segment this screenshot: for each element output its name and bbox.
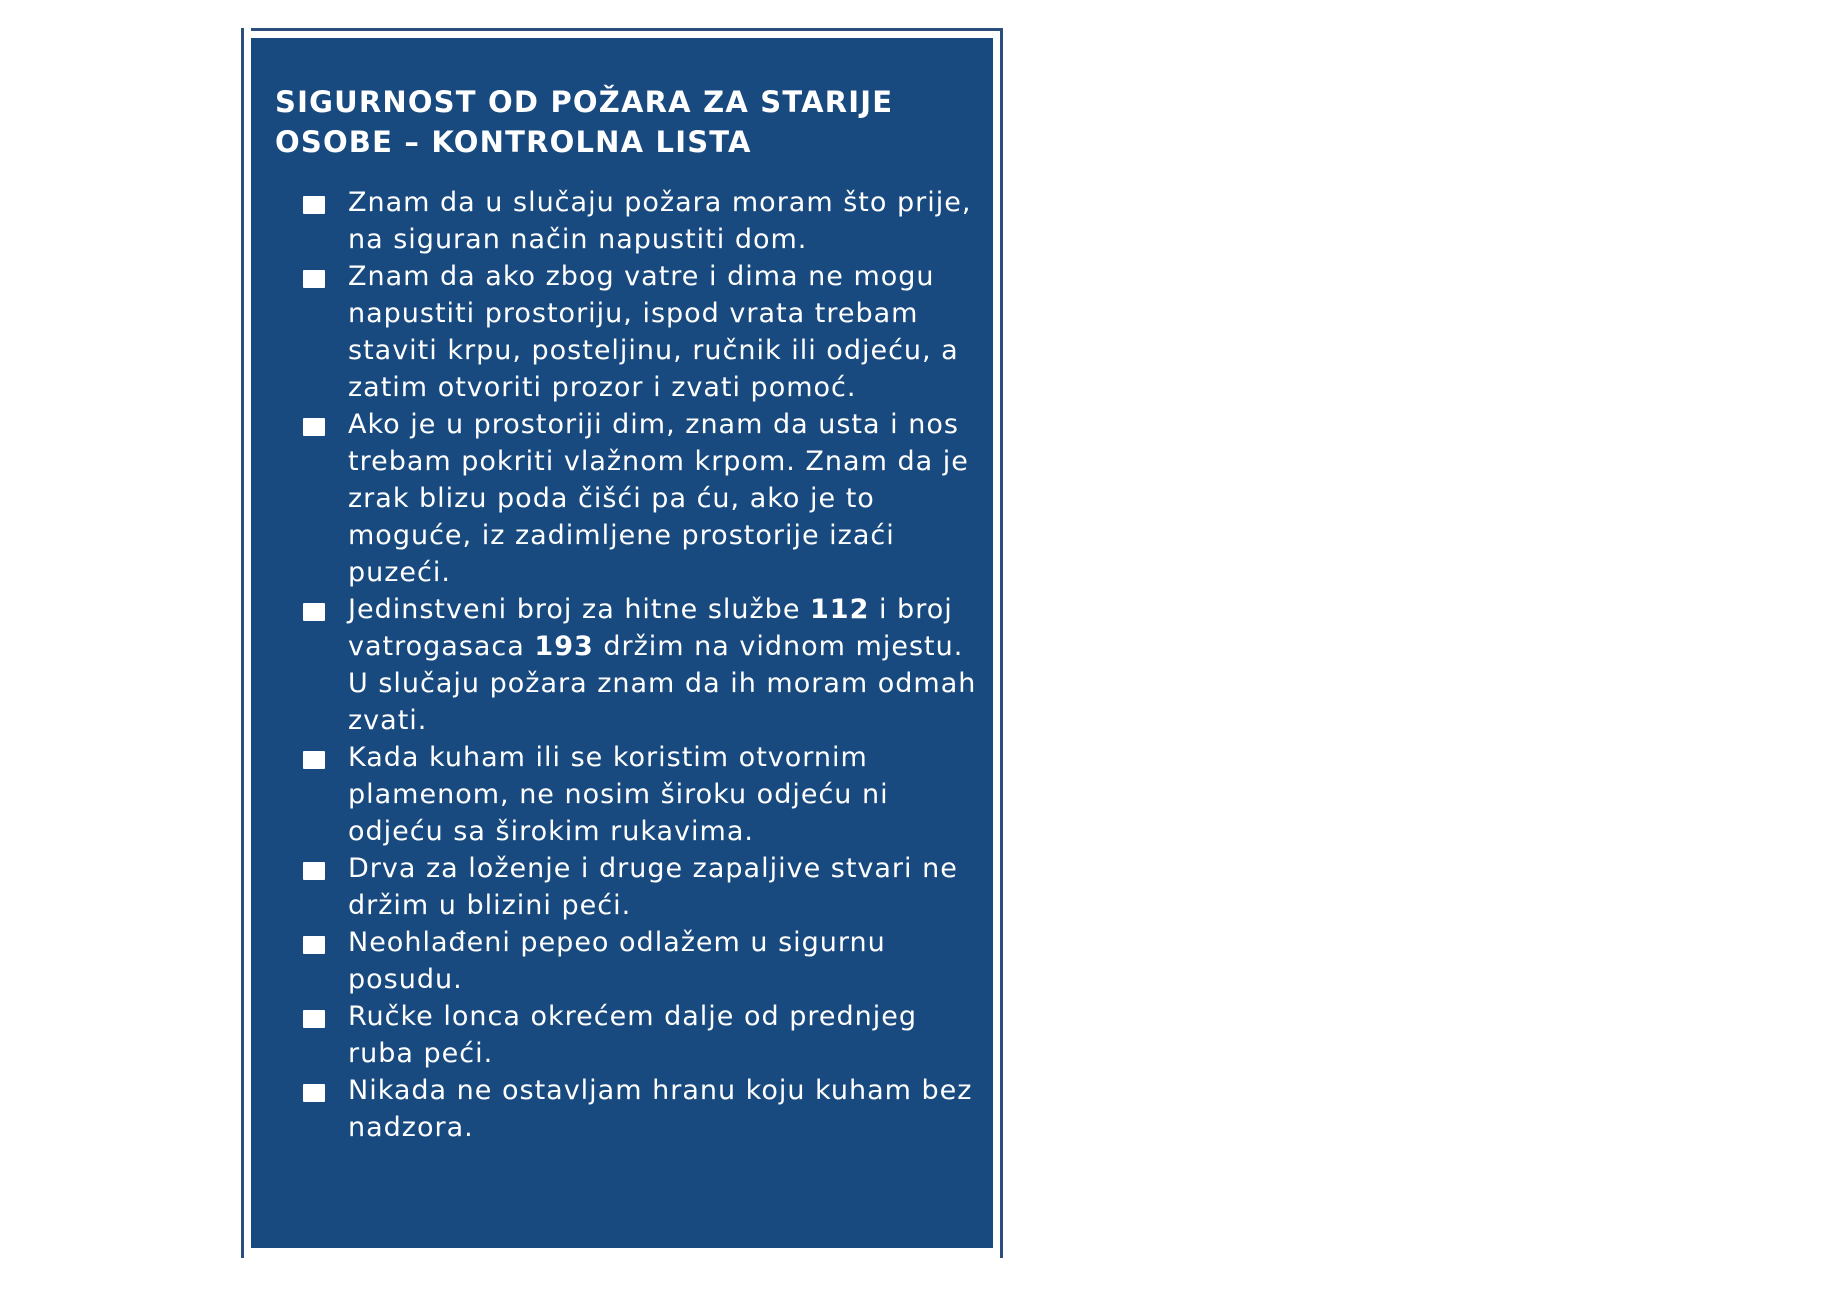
checklist-item-text: Znam da ako zbog vatre i dima ne mogu napustiti prostoriju, ispod vrata trebam staviti krpu, posteljinu, ručnik ili odjeću, a zatim otvoriti prozor i zvati pomoć.	[348, 261, 959, 403]
checkbox-icon[interactable]	[303, 751, 325, 769]
checklist-item-text: Neohlađeni pepeo odlažem u sigurnu posudu.	[348, 927, 886, 995]
checkbox-icon[interactable]	[303, 936, 325, 954]
firefighters-number: 193	[534, 631, 594, 662]
frame-border-right	[1000, 28, 1003, 1258]
checkbox-icon[interactable]	[303, 418, 325, 436]
checklist-item-text-part: Jedinstveni broj za hitne službe	[348, 594, 811, 625]
checklist-item	[275, 924, 981, 998]
checkbox-icon[interactable]	[303, 1010, 325, 1028]
checklist-item	[275, 591, 981, 739]
checklist-item	[275, 1072, 981, 1146]
checkbox-icon[interactable]	[303, 603, 325, 621]
checklist-item-text-part: držim na vidnom mjestu. U slučaju požara znam da ih moram odmah zvati.	[348, 631, 977, 736]
checklist-item	[275, 406, 981, 591]
checklist-item-text-part: i broj vatrogasaca	[348, 594, 953, 662]
checklist-title: SIGURNOST OD POŽARA ZA STARIJE OSOBE – KONTROLNA LISTA	[275, 85, 894, 159]
checklist-item-text: Kada kuham ili se koristim otvornim plamenom, ne nosim široku odjeću ni odjeću sa širokim rukavima.	[348, 742, 889, 847]
checklist-item-text: Znam da u slučaju požara moram što prije, na siguran način napustiti dom.	[348, 187, 972, 255]
frame-border-left	[241, 28, 244, 1258]
checkbox-icon[interactable]	[303, 270, 325, 288]
checklist-item	[275, 739, 981, 850]
checklist-item	[275, 998, 981, 1072]
checkbox-icon[interactable]	[303, 862, 325, 880]
checklist-card	[251, 38, 993, 1248]
frame-border-top	[251, 28, 1003, 31]
checklist-item	[275, 184, 981, 258]
checklist-item	[275, 258, 981, 406]
checklist-item-text: Ako je u prostoriji dim, znam da usta i nos trebam pokriti vlažnom krpom. Znam da je zrak blizu poda čišći pa ću, ako je to moguće, iz zadimljene prostorije izaći puzeći.	[348, 409, 969, 588]
emergency-number: 112	[810, 594, 870, 625]
checklist-item-text: Ručke lonca okrećem dalje od prednjeg ruba peći.	[348, 1001, 917, 1069]
checklist-item-text: Drva za loženje i druge zapaljive stvari ne držim u blizini peći.	[348, 853, 958, 921]
checklist-item	[275, 850, 981, 924]
checkbox-icon[interactable]	[303, 196, 325, 214]
checkbox-icon[interactable]	[303, 1084, 325, 1102]
checklist-items	[275, 184, 981, 1146]
checklist-item-text: Nikada ne ostavljam hranu koju kuham bez nadzora.	[348, 1075, 973, 1143]
